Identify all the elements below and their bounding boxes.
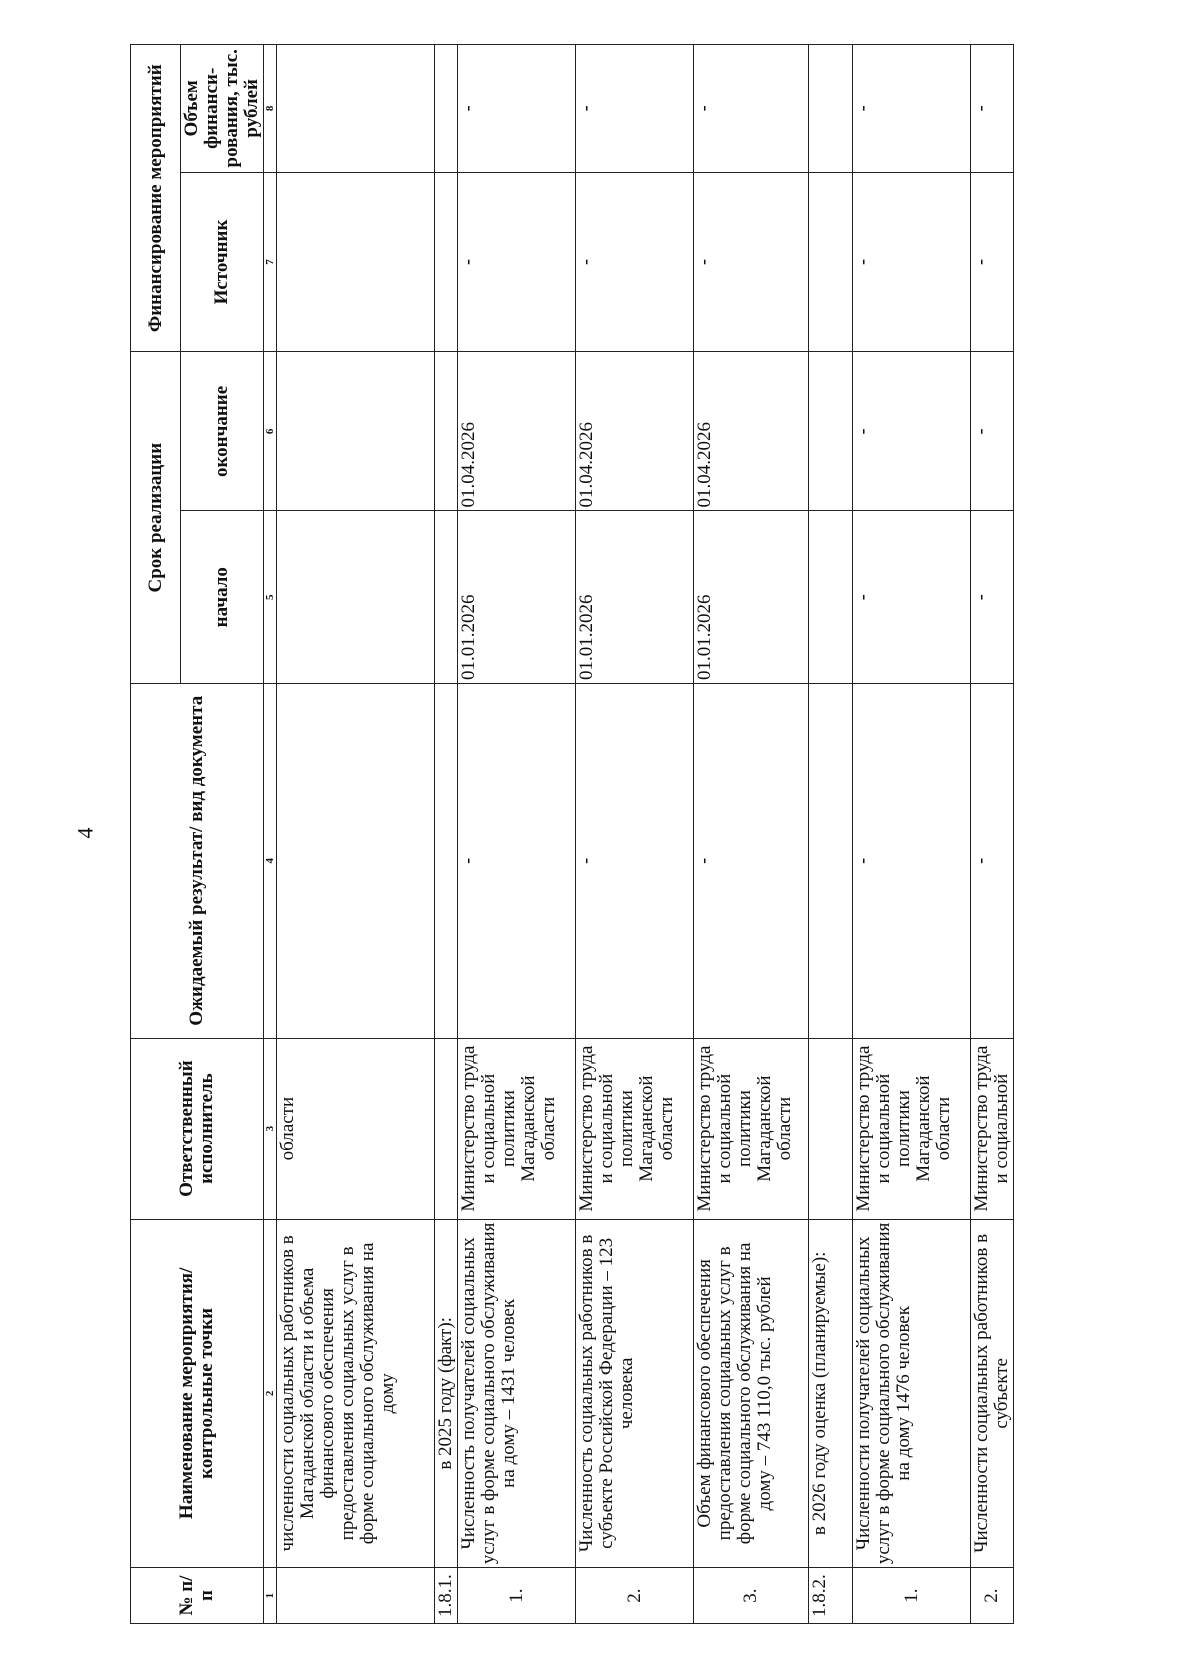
row-end bbox=[435, 352, 458, 511]
table-row bbox=[971, 45, 1014, 1624]
table-row bbox=[277, 45, 435, 1624]
row-source: - bbox=[576, 172, 694, 352]
row-start bbox=[809, 511, 853, 683]
header-name: Наименование мероприятия/ контрольные точки bbox=[131, 1219, 264, 1568]
row-source: - bbox=[853, 172, 971, 352]
header-financing: Финансирование мероприятий bbox=[131, 45, 181, 352]
row-number: 2. bbox=[576, 1568, 694, 1624]
row-start: 01.01.2026 bbox=[576, 511, 694, 683]
row-result bbox=[277, 683, 435, 1038]
row-executor: Министерство труда и социальной политики Магаданской области bbox=[853, 1038, 971, 1219]
table-row bbox=[694, 45, 809, 1624]
row-source bbox=[809, 172, 853, 352]
page-number: 4 bbox=[72, 827, 98, 839]
row-end: 01.04.2026 bbox=[576, 352, 694, 511]
section-row bbox=[809, 45, 853, 1624]
row-start: 01.01.2026 bbox=[458, 511, 576, 683]
column-number: 6 bbox=[264, 352, 277, 511]
row-result bbox=[435, 683, 458, 1038]
row-number: 1. bbox=[458, 1568, 576, 1624]
column-number: 2 bbox=[264, 1219, 277, 1568]
column-number: 1 bbox=[264, 1568, 277, 1624]
row-source: - bbox=[971, 172, 1014, 352]
row-executor bbox=[809, 1038, 853, 1219]
row-name: в 2025 году (факт): bbox=[435, 1219, 458, 1568]
column-number: 3 bbox=[264, 1038, 277, 1219]
row-start: 01.01.2026 bbox=[694, 511, 809, 683]
row-executor: области bbox=[277, 1038, 435, 1219]
column-number: 7 bbox=[264, 172, 277, 352]
row-end: - bbox=[971, 352, 1014, 511]
row-result: - bbox=[853, 683, 971, 1038]
row-name: Численности получателей социальных услуг в форме социального обслуживания на дому 1476 человек bbox=[853, 1219, 971, 1568]
row-volume bbox=[277, 45, 435, 173]
row-result: - bbox=[971, 683, 1014, 1038]
row-result: - bbox=[458, 683, 576, 1038]
header-start: начало bbox=[181, 511, 264, 683]
row-source bbox=[277, 172, 435, 352]
row-executor: Министерство труда и социальной политики Магаданской области bbox=[576, 1038, 694, 1219]
row-result bbox=[809, 683, 853, 1038]
row-start: - bbox=[971, 511, 1014, 683]
row-number bbox=[277, 1568, 435, 1624]
row-number: 1. bbox=[853, 1568, 971, 1624]
header-row-top bbox=[131, 45, 181, 1624]
row-source bbox=[435, 172, 458, 352]
row-end bbox=[277, 352, 435, 511]
column-number: 8 bbox=[264, 45, 277, 173]
column-numbers-row bbox=[264, 45, 277, 1624]
row-executor: Министерство труда и социальной политики Магаданской области bbox=[458, 1038, 576, 1219]
row-volume bbox=[809, 45, 853, 173]
row-volume bbox=[435, 45, 458, 173]
activities-table bbox=[130, 44, 1014, 1624]
row-start bbox=[435, 511, 458, 683]
row-number: 2. bbox=[971, 1568, 1014, 1624]
row-end: 01.04.2026 bbox=[458, 352, 576, 511]
column-number: 5 bbox=[264, 511, 277, 683]
header-number: № п/п bbox=[131, 1568, 264, 1624]
row-start bbox=[277, 511, 435, 683]
row-name: в 2026 году оценка (планируемые): bbox=[809, 1219, 853, 1568]
row-name: численности социальных работников в Магаданской области и объема финансового обеспечения предоставления социальных услуг в форме социального обслуживания на дому bbox=[277, 1219, 435, 1568]
header-executor: Ответственный исполнитель bbox=[131, 1038, 264, 1219]
row-end bbox=[809, 352, 853, 511]
row-source: - bbox=[458, 172, 576, 352]
row-number: 3. bbox=[694, 1568, 809, 1624]
table-row bbox=[853, 45, 971, 1624]
row-result: - bbox=[694, 683, 809, 1038]
header-source: Источник bbox=[181, 172, 264, 352]
header-result: Ожидаемый результат/ вид документа bbox=[131, 683, 264, 1038]
row-volume: - bbox=[853, 45, 971, 173]
header-period: Срок реализации bbox=[131, 352, 181, 684]
section-row bbox=[435, 45, 458, 1624]
row-volume: - bbox=[971, 45, 1014, 173]
row-start: - bbox=[853, 511, 971, 683]
landscape-table-container bbox=[130, 44, 1200, 1624]
row-end: 01.04.2026 bbox=[694, 352, 809, 511]
table-row bbox=[576, 45, 694, 1624]
row-volume: - bbox=[576, 45, 694, 173]
row-name: Численность получателей социальных услуг в форме социального обслуживания на дому – 1431 человек bbox=[458, 1219, 576, 1568]
row-name: Численность социальных работников в субъекте Российской Федерации – 123 человека bbox=[576, 1219, 694, 1568]
row-number: 1.8.2. bbox=[809, 1568, 853, 1624]
table-row bbox=[458, 45, 576, 1624]
row-result: - bbox=[576, 683, 694, 1038]
row-number: 1.8.1. bbox=[435, 1568, 458, 1624]
row-volume: - bbox=[694, 45, 809, 173]
row-executor: Министерство труда и социальной политики Магаданской области bbox=[694, 1038, 809, 1219]
row-name: Численности социальных работников в субъекте bbox=[971, 1219, 1014, 1568]
row-name: Объем финансового обеспечения предоставления социальных услуг в форме социального обслуживания на дому – 743 110,0 тыс. рублей bbox=[694, 1219, 809, 1568]
row-source: - bbox=[694, 172, 809, 352]
row-executor bbox=[435, 1038, 458, 1219]
rotated-page-area bbox=[130, 44, 1200, 1624]
column-number: 4 bbox=[264, 683, 277, 1038]
header-end: окончание bbox=[181, 352, 264, 511]
row-executor: Министерство труда и социальной bbox=[971, 1038, 1014, 1219]
row-end: - bbox=[853, 352, 971, 511]
row-volume: - bbox=[458, 45, 576, 173]
header-volume: Объем финанси-рования, тыс. рублей bbox=[181, 45, 264, 173]
